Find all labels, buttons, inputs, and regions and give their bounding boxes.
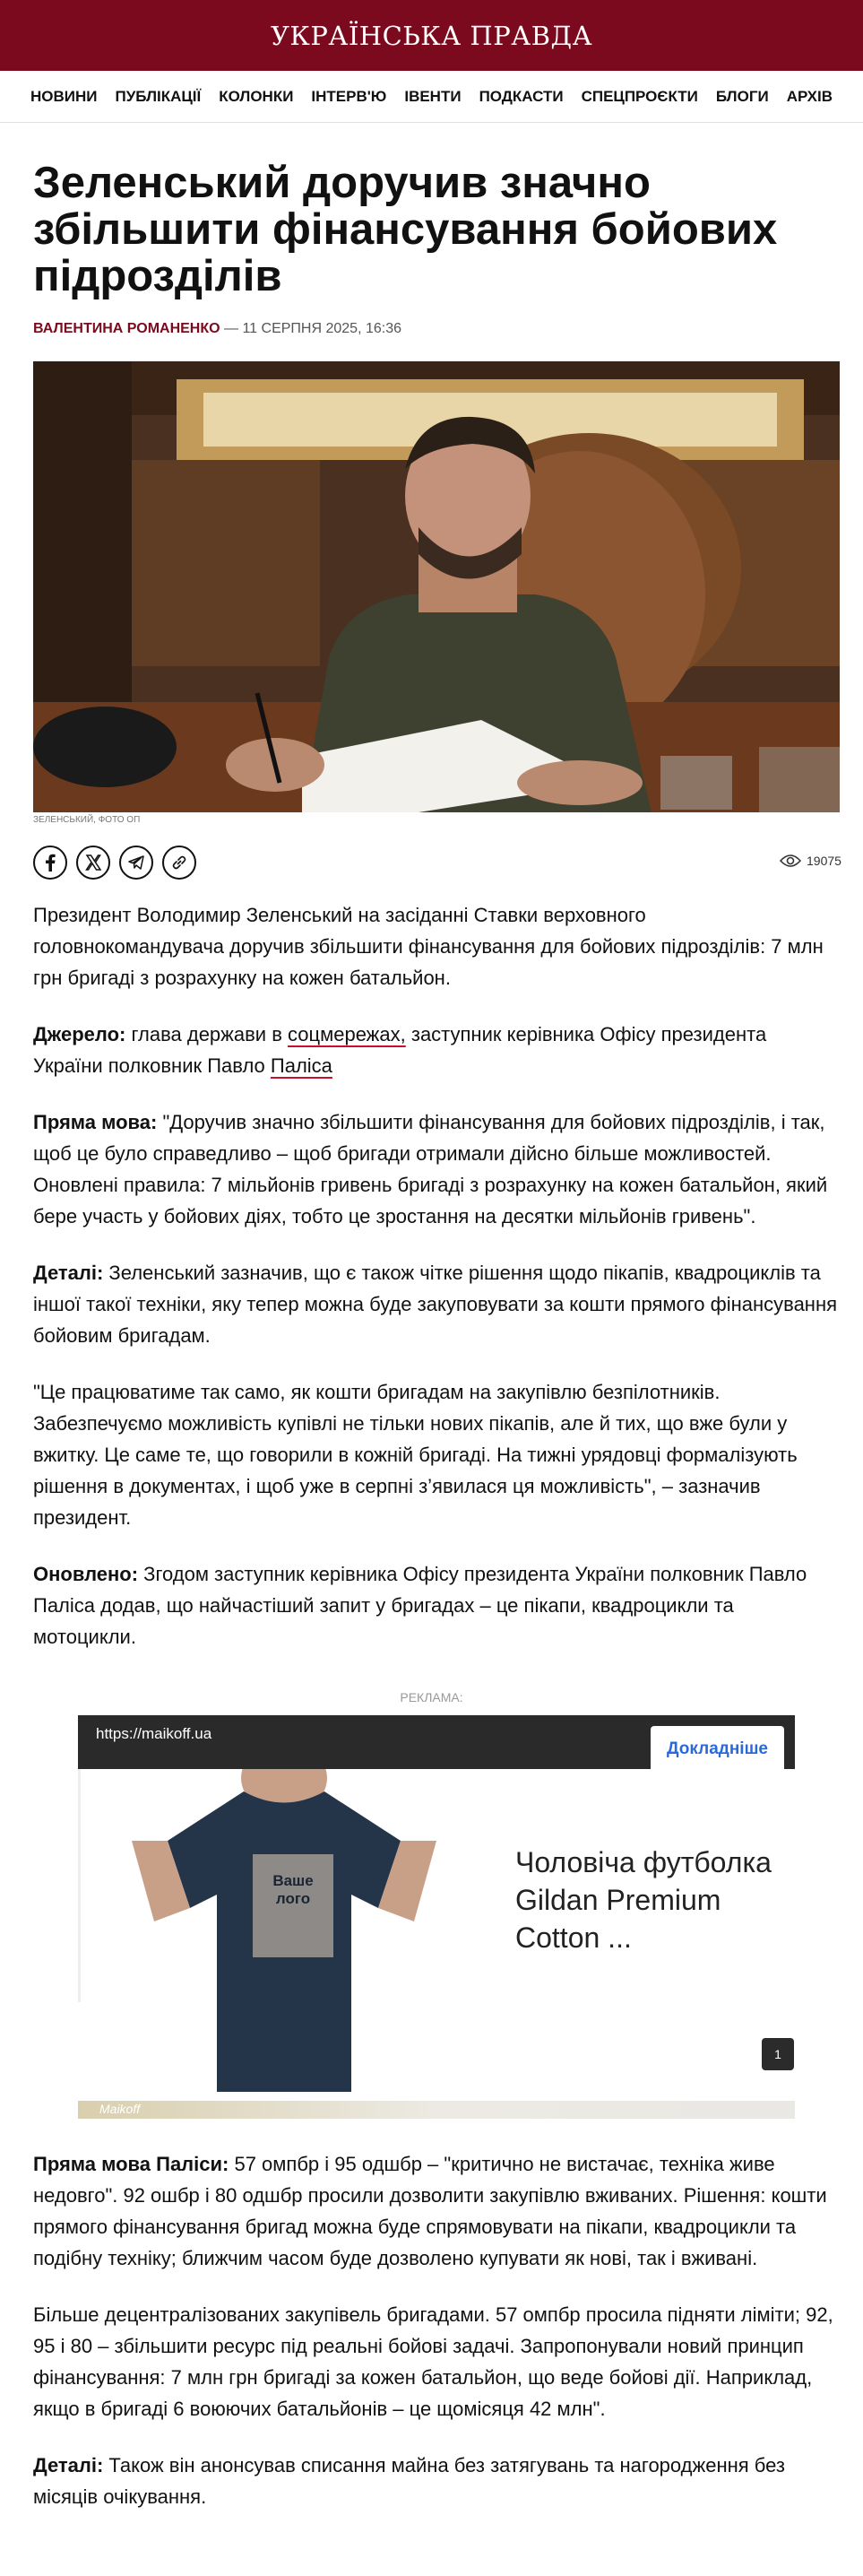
ad-label: РЕКЛАМА: <box>400 1690 463 1704</box>
copy-link-button[interactable] <box>162 846 196 880</box>
paragraph-text: Також він анонсував списання майна без затягувань та нагородження без місяців очікування. <box>33 2454 785 2508</box>
nav-item-special-projects[interactable]: СПЕЦПРОЄКТИ <box>581 87 698 105</box>
quote-label: Пряма мова Паліси: <box>33 2153 229 2175</box>
paragraph-update <box>33 1558 840 1652</box>
site-header <box>0 0 863 71</box>
x-icon <box>85 854 101 871</box>
telegram-share-button[interactable] <box>119 846 153 880</box>
social-media-link[interactable]: соцмережах, <box>288 1023 406 1045</box>
details-label: Деталі: <box>33 1262 104 1284</box>
ad-banner[interactable] <box>78 1715 795 2119</box>
site-logo[interactable]: УКРАЇНСЬКА ПРАВДА <box>270 20 593 51</box>
ad-logo-placeholder: Ваше лого <box>272 1872 314 1907</box>
ad-brand-logo: Maikoff <box>99 2102 141 2116</box>
details-label: Деталі: <box>33 2454 104 2476</box>
paragraph-quote <box>33 1106 840 1232</box>
nav-item-publications[interactable]: ПУБЛІКАЦІЇ <box>115 87 202 105</box>
author-link[interactable]: ВАЛЕНТИНА РОМАНЕНКО <box>33 321 220 336</box>
nav-item-news[interactable]: НОВИНИ <box>30 87 98 105</box>
nav-item-columns[interactable]: КОЛОНКИ <box>219 87 294 105</box>
article-title: Зеленський доручив значно збільшити фінансування бойових підрозділів <box>33 159 778 300</box>
paragraph-details <box>33 2450 840 2512</box>
nav-item-archive[interactable]: АРХІВ <box>786 87 833 105</box>
paragraph-text: "Доручив значно збільшити фінансування для бойових підрозділів, і так, щоб це було справедливо – щоб бригади отримали дійсно більше можливостей. Оновлені правила: 7 мільйонів гривень бригаді з розрахунку на кожен батальйон, який бере участь у бойових діях, тобто це зростання на десятки мільйонів гривень". <box>33 1111 828 1227</box>
facebook-share-button[interactable] <box>33 846 67 880</box>
eye-icon <box>780 854 801 868</box>
ad-page-number[interactable]: 1 <box>762 2038 794 2070</box>
ad-cta-button[interactable]: Докладніше <box>651 1726 784 1773</box>
nav-item-interviews[interactable]: ІНТЕРВ'Ю <box>311 87 387 105</box>
nav-item-blogs[interactable]: БЛОГИ <box>715 87 769 105</box>
paragraph: "Це працюватиме так само, як кошти бригадам на закупівлю безпілотників. Забезпечуємо можливість купівлі не тільки нових пікапів, але й тих, що вже були у вжитку. Це саме те, що говорили в кожній бригаді. На тижні урядовці формалізують рішення в документах, і щоб уже в серпні з’явилася ця можливість", – зазначив президент. <box>33 1381 798 1529</box>
palisa-link[interactable]: Паліса <box>270 1054 332 1077</box>
article-body <box>33 899 840 1678</box>
byline <box>33 321 401 337</box>
views-counter <box>780 854 841 868</box>
paragraph-source <box>33 1019 840 1081</box>
share-buttons <box>33 846 196 880</box>
publish-date: — 11 СЕРПНЯ 2025, 16:36 <box>220 321 401 336</box>
views-count: 19075 <box>807 854 841 868</box>
paragraph-palisa-quote <box>33 2148 840 2274</box>
main-nav <box>0 71 863 123</box>
link-icon <box>171 854 187 871</box>
paragraph-text: глава держави в <box>125 1023 289 1045</box>
paragraph-text: заступник керівника Офісу президента України полковник Павло <box>33 1023 767 1077</box>
photo-caption: ЗЕЛЕНСЬКИЙ, ФОТО ОП <box>33 815 141 825</box>
nav-item-podcasts[interactable]: ПОДКАСТИ <box>479 87 564 105</box>
ad-bottom-strip <box>78 2101 795 2119</box>
paragraph: Президент Володимир Зеленський на засіданні Ставки верховного головнокомандувача доручив збільшити фінансування для бойових підрозділів: 7 млн грн бригаді з розрахунку на кожен батальйон. <box>33 904 824 989</box>
paragraph-text: Згодом заступник керівника Офісу президента України полковник Павло Паліса додав, що найчастіший запит у бригадах – це пікапи, квадроцикли та мотоцикли. <box>33 1563 807 1648</box>
paragraph: Більше децентралізованих закупівель бригадами. 57 омпбр просила підняти ліміти; 92, 95 і 80 – збільшити ресурс під реальні бойові задачі. Запропонували новий принцип фінансування: 7 млн грн бригаді за кожен батальйон, що веде бойові дії. Наприклад, якщо в бригаді 6 воюючих батальйонів – це щомісяця 42 млн". <box>33 2303 833 2420</box>
nav-item-events[interactable]: ІВЕНТИ <box>404 87 462 105</box>
facebook-icon <box>44 854 56 872</box>
paragraph-text: Зеленський зазначив, що є також чітке рішення щодо пікапів, квадроциклів та іншої такої техніки, яку тепер можна буде закуповувати за кошти прямого фінансування бойовим бригадам. <box>33 1262 838 1347</box>
photo-illustration <box>33 361 840 812</box>
update-label: Оновлено: <box>33 1563 139 1585</box>
paragraph-details <box>33 1257 840 1351</box>
article-photo <box>33 361 840 812</box>
source-label: Джерело: <box>33 1023 126 1045</box>
paragraph-text: 57 омпбр і 95 одшбр – "критично не вистачає, техніка живе недовго". 92 ошбр і 80 одшбр просили дозволити закупівлю вживаних. Рішення: кошти прямого фінансування бригад можна буде спрямовувати на пікапи, квадроцикли та подібну техніку; ближчим часом буде дозволено купувати як нові, так і вживані. <box>33 2153 827 2269</box>
x-share-button[interactable] <box>76 846 110 880</box>
quote-label: Пряма мова: <box>33 1111 158 1133</box>
article-body-continued <box>33 2148 840 2537</box>
ad-url[interactable]: https://maikoff.ua <box>96 1725 212 1742</box>
telegram-icon <box>128 855 144 870</box>
ad-product-text: Чоловіча футболка Gildan Premium Cotton ... <box>515 1846 772 1954</box>
